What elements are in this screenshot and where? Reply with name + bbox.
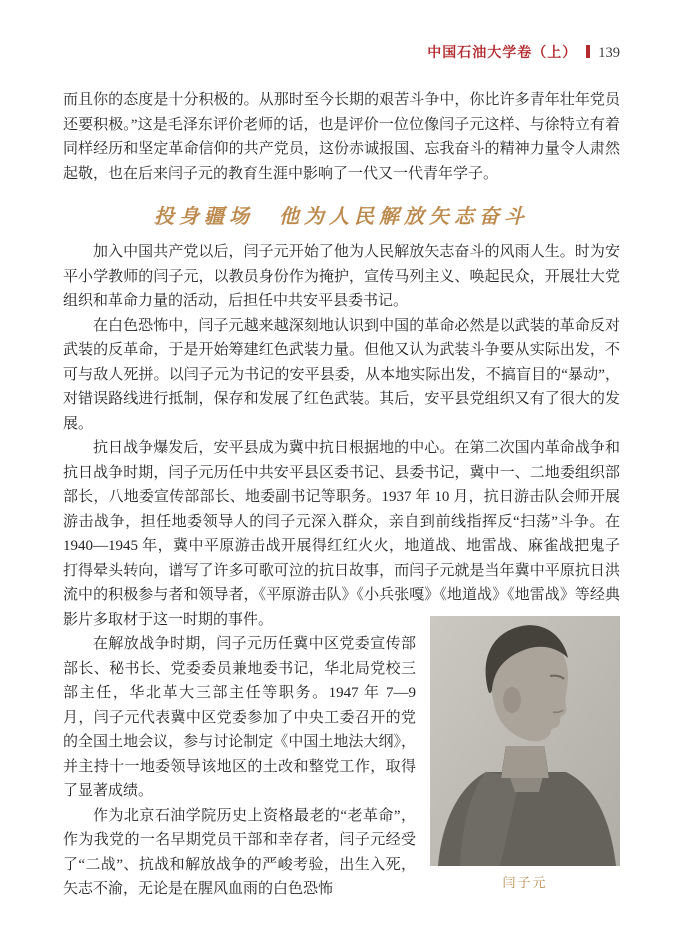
paragraph-continued: 而且你的态度是十分积极的。从那时至今长期的艰苦斗争中，你比许多青年壮年党员还要积极。”这是毛泽东评价老师的话，也是评价一位位像闫子元这样、与徐特立有着同样经历和坚定革命信仰的共产党员，这份赤诚报国、忘我奋斗的精神力量令人肃然起敬，也在后来闫子元的教育生涯中影响了一代又一代青年学子。 — [63, 92, 620, 182]
header-divider-bar — [586, 45, 590, 58]
paragraph: 加入中国共产党以后，闫子元开始了他为人民解放矢志奋斗的风雨人生。时为安平小学教师的闫子元，以教员身份作为掩护，宣传马列主义、唤起民众，开展壮大党组织和革命力量的活动，后担任中共安平县委书记。 — [63, 244, 620, 309]
paragraph: 抗日战争爆发后，安平县成为冀中抗日根据地的中心。在第二次国内革命战争和抗日战争时期，闫子元历任中共安平县区委书记、县委书记，冀中一、二地委组织部部长，八地委宣传部部长、地委副书记等职务。1937 年 10 月，抗日游击队会师开展游击战争，担任地委领导人的闫子元深入群众，亲自到前线指挥反“扫荡”斗争。在1940—1945 年，冀中平原游击战开展得红红火火，地道战、地雷战、麻雀战把鬼子打得晕头转向，谱写了许多可歌可泣的抗日故事，而闫子元就是当年冀中平原抗日洪流中的积极参与者和领导者，《平原游击队》《小兵张嘎》《地道战》《地雷战》等经典影片多取材于这一时期的事件。 — [63, 440, 620, 628]
portrait-photo — [430, 616, 620, 866]
section-heading: 投身疆场 他为人民解放矢志奋斗 — [154, 204, 529, 228]
portrait-photo-illustration — [430, 616, 620, 866]
page-header — [63, 45, 620, 62]
photo-caption: 闫子元 — [502, 875, 548, 890]
page-number: 139 — [598, 45, 620, 61]
page-content — [63, 88, 620, 902]
paragraph: 在白色恐怖中，闫子元越来越深刻地认识到中国的革命必然是以武装的革命反对武装的反革命，于是开始筹建红色武装力量。但他又认为武装斗争要从实际出发，不可与敌人死拼。以闫子元为书记的安平县委，从本地实际出发，不搞盲目的“暴动”，对错误路线进行抵制，保存和发展了红色武装。其后，安平县党组织又有了很大的发展。 — [63, 317, 620, 432]
paragraph: 在解放战争时期，闫子元历任冀中区党委宣传部部长、秘书长、党委委员兼地委书记，华北局党校三部主任，华北革大三部主任等职务。1947 年 7—9 月，闫子元代表冀中区党委参加了中央工委召开的党的全国土地会议，参与讨论制定《中国土地法大纲》，并主持十一地委领导该地区的土改和整党工作，取得了显著成绩。 — [63, 636, 416, 799]
paragraph: 作为北京石油学院历史上资格最老的“老革命”，作为我党的一名早期党员干部和幸存者，闫子元经受了“二战”、抗战和解放战争的严峻考验，出生入死，矢志不渝，无论是在腥风血雨的白色恐怖 — [63, 807, 416, 897]
portrait-figure — [430, 616, 620, 891]
running-head-title: 中国石油大学卷（上） — [427, 46, 578, 61]
